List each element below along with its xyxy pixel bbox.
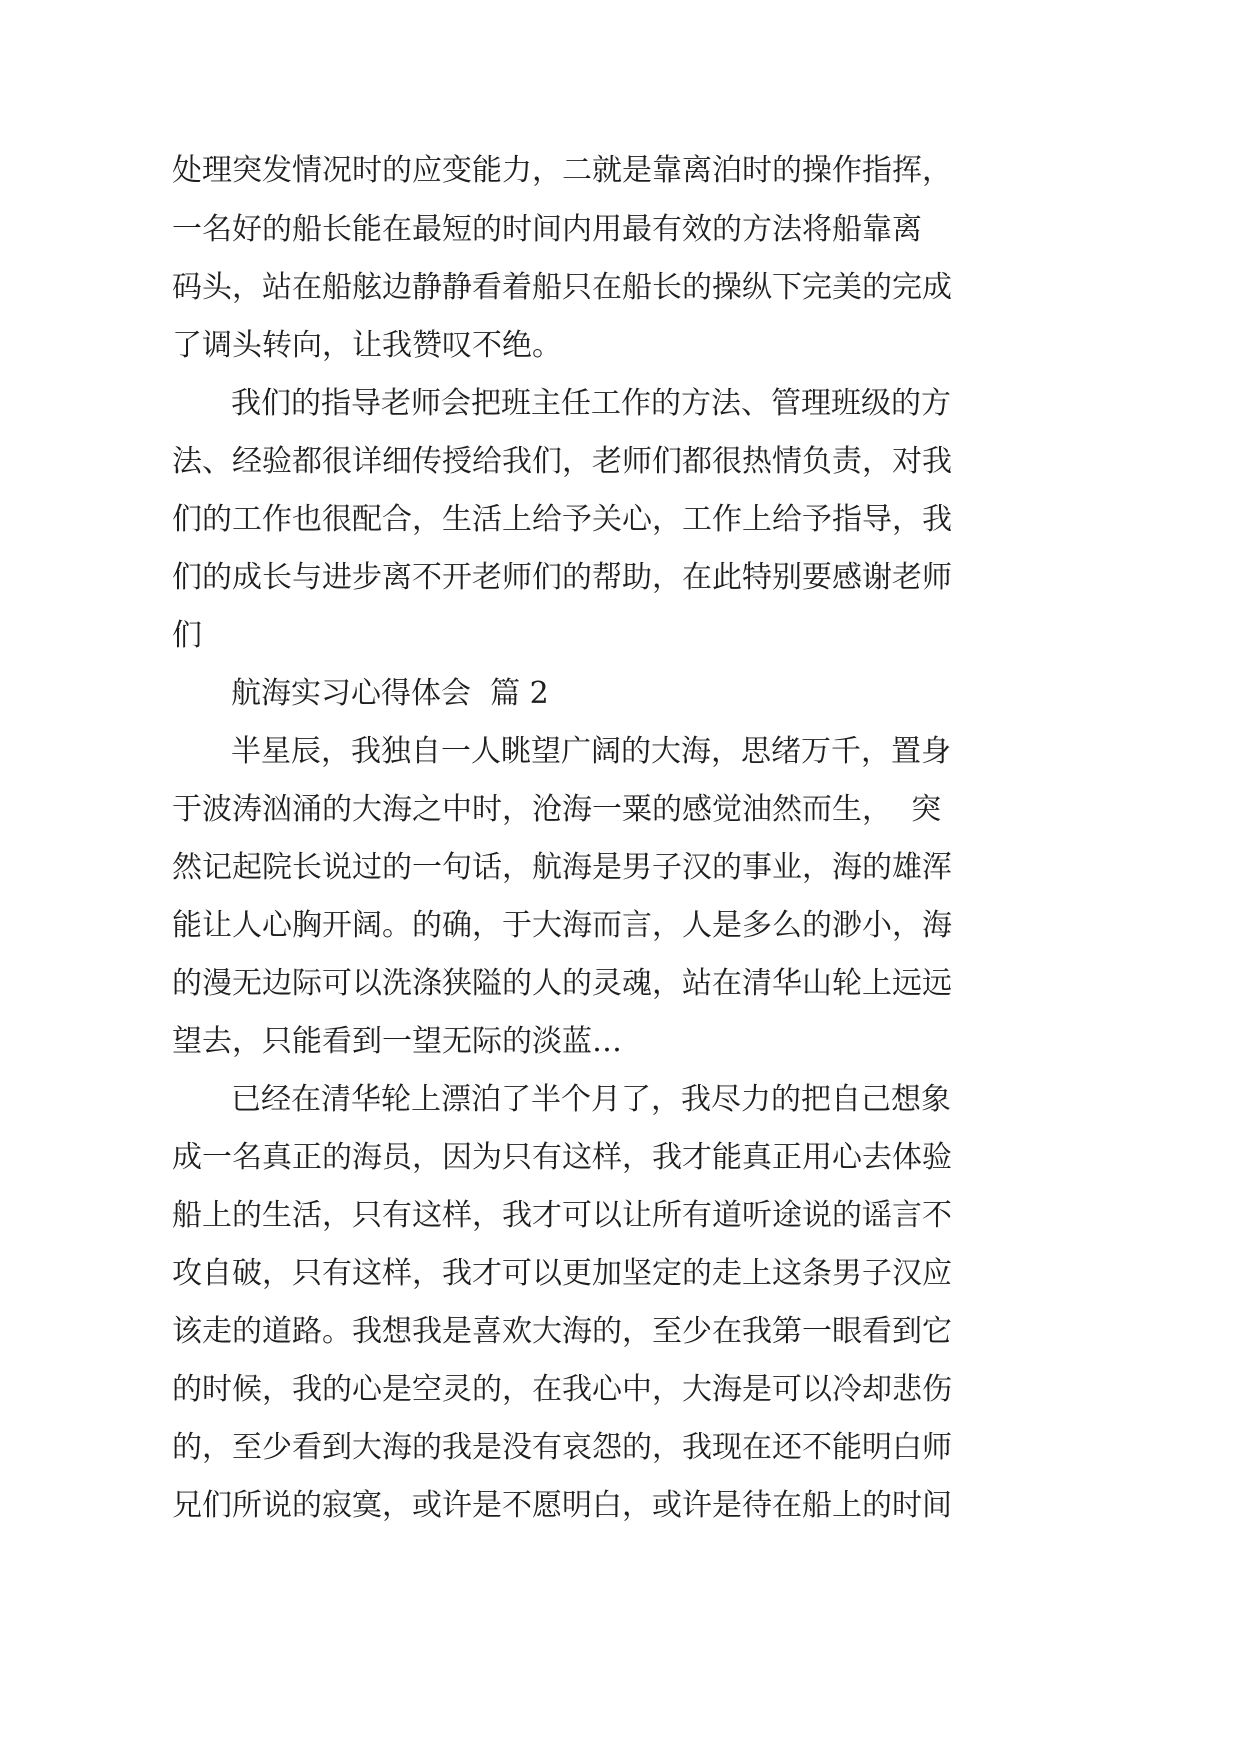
section-heading-text: 航海实习心得体会 篇 2 — [231, 676, 549, 711]
text-line — [0, 1186, 1241, 1246]
text-line — [0, 432, 1241, 492]
text-line-content: 成一名真正的海员，因为只有这样，我才能真正用心去体验 — [172, 1140, 952, 1175]
text-line-content: 半星辰，我独自一人眺望广阔的大海，思绪万千，置身 — [231, 734, 951, 769]
text-line — [0, 606, 1241, 666]
text-line-content: 了调头转向，让我赞叹不绝。 — [172, 328, 562, 363]
text-line-content: 一名好的船长能在最短的时间内用最有效的方法将船靠离 — [172, 212, 922, 247]
text-line-content: 们 — [172, 618, 202, 653]
text-line — [0, 141, 1241, 201]
text-line-content: 们的工作也很配合，生活上给予关心，工作上给予指导，我 — [172, 502, 952, 537]
paragraph-first-line — [0, 374, 1241, 434]
text-line — [0, 258, 1241, 318]
text-line — [0, 1012, 1241, 1072]
paragraph-first-line — [0, 1070, 1241, 1130]
text-line-content: 码头，站在船舷边静静看着船只在船长的操纵下完美的完成 — [172, 270, 952, 305]
text-line — [0, 1476, 1241, 1536]
text-line-content: 处理突发情况时的应变能力，二就是靠离泊时的操作指挥， — [172, 153, 952, 188]
text-line — [0, 780, 1241, 840]
text-line-content: 我们的指导老师会把班主任工作的方法、管理班级的方 — [231, 386, 951, 421]
text-line-content: 于波涛汹涌的大海之中时，沧海一粟的感觉油然而生， 突 — [172, 792, 942, 827]
text-line — [0, 954, 1241, 1014]
text-line — [0, 896, 1241, 956]
section-heading — [0, 664, 1241, 724]
text-line-content: 兄们所说的寂寞，或许是不愿明白，或许是待在船上的时间 — [172, 1488, 952, 1523]
text-line-content: 攻自破，只有这样，我才可以更加坚定的走上这条男子汉应 — [172, 1256, 952, 1291]
text-line-content: 然记起院长说过的一句话，航海是男子汉的事业，海的雄浑 — [172, 850, 952, 885]
text-line-content: 的时候，我的心是空灵的，在我心中，大海是可以冷却悲伤 — [172, 1372, 952, 1407]
text-line-content: 们的成长与进步离不开老师们的帮助，在此特别要感谢老师 — [172, 560, 952, 595]
text-line-content: 能让人心胸开阔。的确，于大海而言，人是多么的渺小，海 — [172, 908, 952, 943]
text-line — [0, 200, 1241, 260]
text-line-content: 已经在清华轮上漂泊了半个月了，我尽力的把自己想象 — [231, 1082, 951, 1117]
text-line — [0, 316, 1241, 376]
text-line-content: 该走的道路。我想我是喜欢大海的，至少在我第一眼看到它 — [172, 1314, 952, 1349]
paragraph-first-line — [0, 722, 1241, 782]
text-line-content: 的，至少看到大海的我是没有哀怨的，我现在还不能明白师 — [172, 1430, 952, 1465]
text-line-content: 法、经验都很详细传授给我们，老师们都很热情负责，对我 — [172, 444, 952, 479]
text-line-content: 的漫无边际可以洗涤狭隘的人的灵魂，站在清华山轮上远远 — [172, 966, 952, 1001]
text-line — [0, 838, 1241, 898]
text-line — [0, 1128, 1241, 1188]
text-line-content: 船上的生活，只有这样，我才可以让所有道听途说的谣言不 — [172, 1198, 952, 1233]
text-line — [0, 548, 1241, 608]
text-line-content: 望去，只能看到一望无际的淡蓝… — [172, 1024, 622, 1059]
text-line — [0, 1244, 1241, 1304]
text-line — [0, 1360, 1241, 1420]
text-line — [0, 490, 1241, 550]
text-line — [0, 1302, 1241, 1362]
text-line — [0, 1418, 1241, 1478]
